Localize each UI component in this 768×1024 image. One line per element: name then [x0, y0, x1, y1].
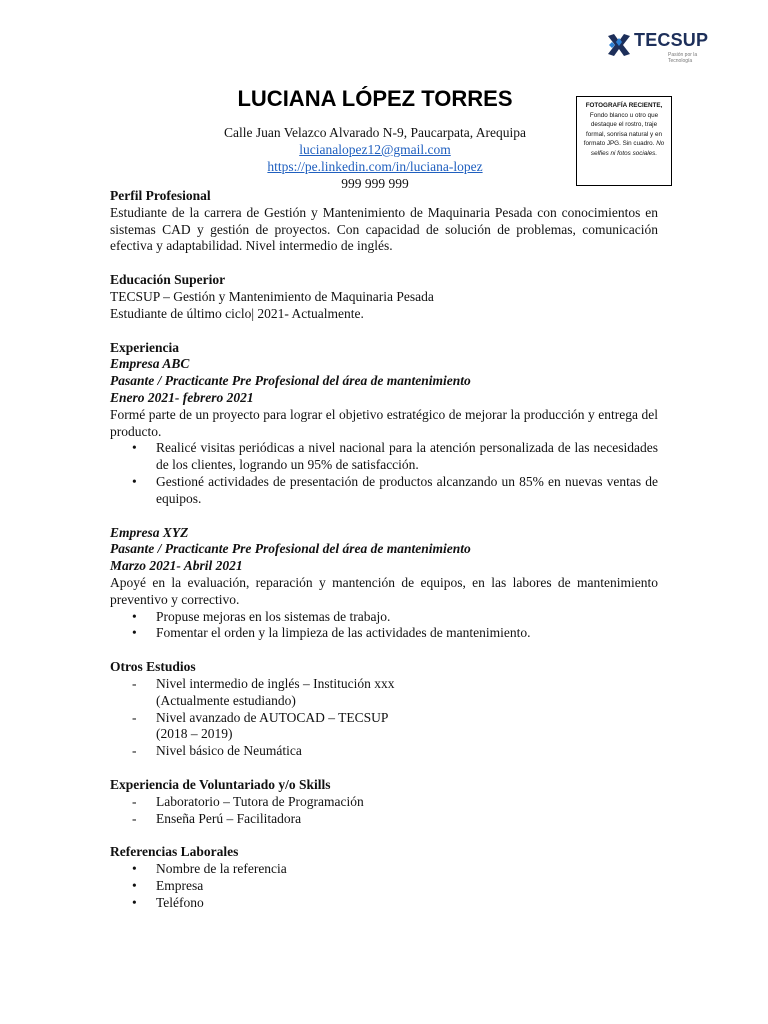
references-heading: Referencias Laborales: [110, 844, 239, 860]
list-item: • Propuse mejoras en los sistemas de trabajo.: [132, 608, 391, 624]
address: Calle Juan Velazco Alvarado N-9, Paucarpata, Arequipa: [224, 125, 526, 140]
logo-tagline: Pasión por la Tecnología: [668, 52, 698, 64]
other-studies-heading: Otros Estudios: [110, 659, 196, 675]
list-item: - Laboratorio – Tutora de Programación: [132, 793, 364, 809]
job-summary: Formé parte de un proyecto para lograr el objetivo estratégico de mejorar la producción y entrega del producto.: [110, 406, 658, 439]
job-role: Pasante / Practicante Pre Profesional del área de mantenimiento: [110, 373, 471, 389]
bullet-marker: •: [132, 473, 137, 489]
tecsup-logo: [606, 30, 712, 64]
bullet-marker: •: [132, 625, 137, 641]
list-item: • Nombre de la referencia: [132, 861, 287, 877]
bullet-marker: •: [132, 894, 137, 910]
other-studies-list: [110, 676, 658, 760]
dash-marker: -: [132, 743, 137, 759]
photo-note-bold: FOTOGRAFÍA RECIENTE,: [585, 102, 663, 109]
list-item: • Gestioné actividades de presentación de productos alcanzando un 85% en nuevas ventas de equipos.: [132, 473, 658, 506]
education-line: Estudiante de último ciclo| 2021- Actualmente.: [110, 305, 364, 321]
education-line: TECSUP – Gestión y Mantenimiento de Maquinaria Pesada: [110, 288, 434, 304]
bullet-marker: •: [132, 877, 137, 893]
photo-note-text: Fondo blanco u otro que destaque el rostro, traje formal, sonrisa natural y en formato JPG. Sin cuadro.: [583, 111, 662, 147]
dash-marker: -: [132, 709, 137, 725]
dash-marker: -: [132, 675, 137, 691]
bullet-marker: •: [132, 861, 137, 877]
job-bullets: [110, 609, 658, 643]
job-dates: Marzo 2021- Abril 2021: [110, 558, 243, 574]
bullet-marker: •: [132, 440, 137, 456]
list-item: • Fomentar el orden y la limpieza de las actividades de mantenimiento.: [132, 625, 531, 641]
bullet-marker: •: [132, 608, 137, 624]
education-heading: Educación Superior: [110, 272, 226, 288]
list-item: • Teléfono: [132, 894, 204, 910]
linkedin-link[interactable]: https://pe.linkedin.com/in/luciana-lopez: [267, 159, 483, 174]
photo-placeholder: [576, 96, 672, 186]
list-item: • Empresa: [132, 877, 204, 893]
job-summary: Apoyé en la evaluación, reparación y mantención de equipos, en las labores de mantenimiento preventivo y correctivo.: [110, 574, 658, 607]
list-item: - Enseña Perú – Facilitadora: [132, 810, 302, 826]
job-company: Empresa ABC: [110, 356, 190, 372]
profile-heading: Perfil Profesional: [110, 188, 211, 203]
profile-text: Estudiante de la carrera de Gestión y Mantenimiento de Maquinaria Pesada con conocimientos en sistemas CAD y gestión de proyectos. Con capacidad de solución de problemas, comunicación efectiva y adaptabilidad. Nivel intermedio de inglés.: [110, 204, 658, 254]
list-item: - Nivel avanzado de AUTOCAD – TECSUP (2018 – 2019): [132, 709, 389, 742]
job-dates: Enero 2021- febrero 2021: [110, 389, 254, 405]
job-bullets: [110, 440, 658, 507]
list-item: • Realicé visitas periódicas a nivel nacional para la atención personalizada de las necesidades de los clientes, logrando un 95% de satisfacción.: [132, 440, 658, 473]
candidate-name: LUCIANA LÓPEZ TORRES: [237, 86, 513, 111]
tecsup-x-logo-icon: [606, 32, 632, 58]
references-list: [110, 861, 658, 911]
volunteer-list: [110, 794, 658, 828]
logo-wordmark: TECSUP: [634, 30, 709, 50]
job-role: Pasante / Practicante Pre Profesional del área de mantenimiento: [110, 541, 471, 557]
email-link[interactable]: lucianalopez12@gmail.com: [299, 142, 451, 157]
list-item: - Nivel intermedio de inglés – Institución xxx (Actualmente estudiando): [132, 675, 395, 708]
resume-body: [110, 188, 658, 911]
experience-heading: Experiencia: [110, 339, 179, 355]
job-company: Empresa XYZ: [110, 524, 189, 540]
volunteer-heading: Experiencia de Voluntariado y/o Skills: [110, 776, 331, 792]
dash-marker: -: [132, 793, 137, 809]
list-item: - Nivel básico de Neumática: [132, 743, 302, 759]
contact-block: [110, 124, 640, 192]
phone: 999 999 999: [341, 176, 409, 191]
photo-note-italic: No selfies ni fotos sociales.: [590, 140, 665, 157]
dash-marker: -: [132, 810, 137, 826]
